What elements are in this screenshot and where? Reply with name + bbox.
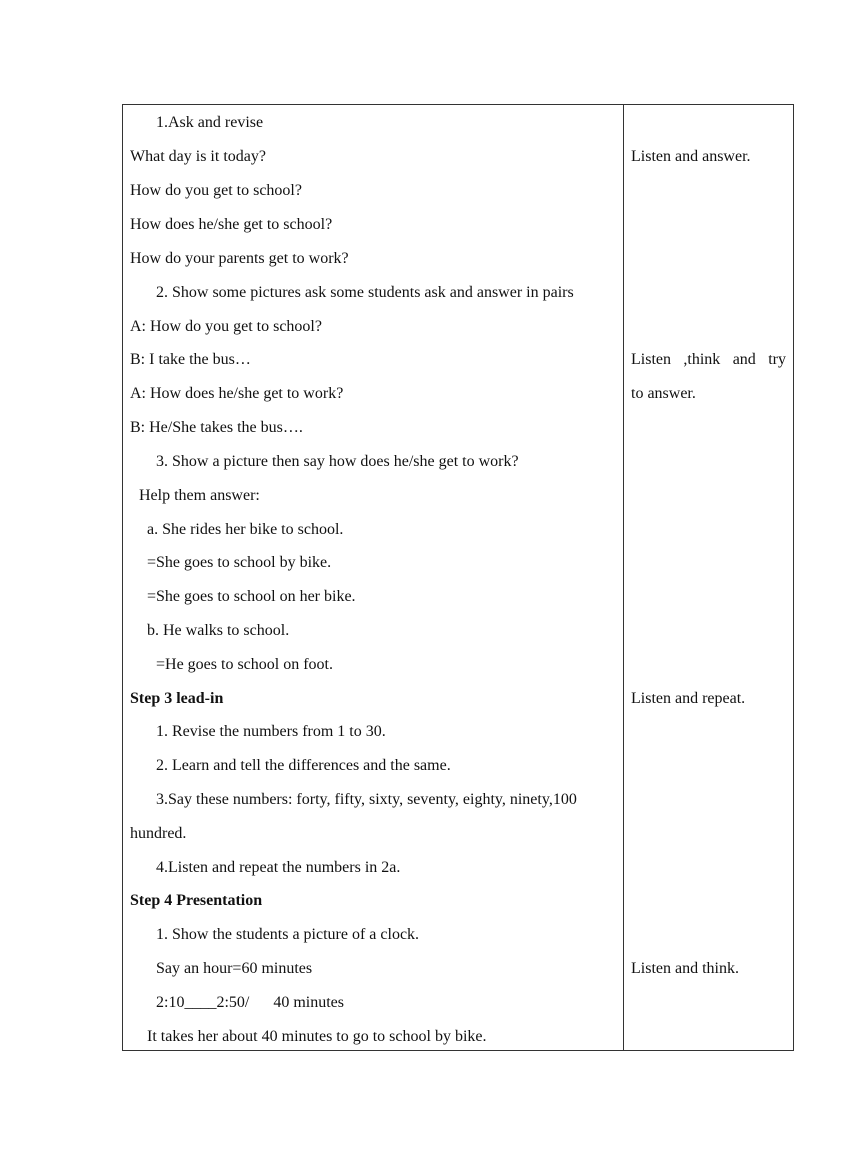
- left-line-3: How do you get to school?: [130, 182, 302, 199]
- left-line-20: 2. Learn and tell the differences and the same.: [156, 757, 451, 774]
- left-line-21: 3.Say these numbers: forty, fifty, sixty, seventy, eighty, ninety,100: [156, 791, 577, 808]
- left-line-9: A: How does he/she get to work?: [130, 385, 344, 402]
- left-line-17: =He goes to school on foot.: [156, 656, 333, 673]
- right-note-2-line-1: Listen ,think and try: [631, 351, 786, 368]
- left-line-8: B: I take the bus…: [130, 351, 251, 368]
- left-line-15: =She goes to school on her bike.: [147, 588, 356, 605]
- right-note-1: Listen and answer.: [631, 148, 751, 165]
- left-line-19: 1. Revise the numbers from 1 to 30.: [156, 723, 386, 740]
- step-4-heading: Step 4 Presentation: [130, 892, 263, 909]
- left-line-7: A: How do you get to school?: [130, 318, 322, 335]
- right-note-4: Listen and think.: [631, 960, 739, 977]
- left-line-10: B: He/She takes the bus….: [130, 419, 303, 436]
- right-note-2-line-2: to answer.: [631, 385, 696, 402]
- left-line-27: 2:10____2:50/ 40 minutes: [156, 994, 344, 1011]
- column-divider: [623, 105, 624, 1050]
- left-line-22: hundred.: [130, 825, 187, 842]
- left-line-1: 1.Ask and revise: [156, 114, 264, 131]
- left-line-12: Help them answer:: [139, 487, 260, 504]
- left-line-4: How does he/she get to school?: [130, 216, 333, 233]
- left-line-2: What day is it today?: [130, 148, 266, 165]
- left-line-16: b. He walks to school.: [147, 622, 290, 639]
- step-3-heading: Step 3 lead-in: [130, 690, 224, 707]
- left-line-26: Say an hour=60 minutes: [156, 960, 313, 977]
- left-line-23: 4.Listen and repeat the numbers in 2a.: [156, 859, 401, 876]
- left-line-28: It takes her about 40 minutes to go to school by bike.: [147, 1028, 487, 1045]
- left-line-25: 1. Show the students a picture of a clock.: [156, 926, 420, 943]
- right-note-3: Listen and repeat.: [631, 690, 746, 707]
- left-line-11: 3. Show a picture then say how does he/she get to work?: [156, 453, 519, 470]
- left-line-5: How do your parents get to work?: [130, 250, 349, 267]
- left-line-14: =She goes to school by bike.: [147, 554, 332, 571]
- left-line-6: 2. Show some pictures ask some students ask and answer in pairs: [156, 284, 574, 301]
- left-line-13: a. She rides her bike to school.: [147, 521, 344, 538]
